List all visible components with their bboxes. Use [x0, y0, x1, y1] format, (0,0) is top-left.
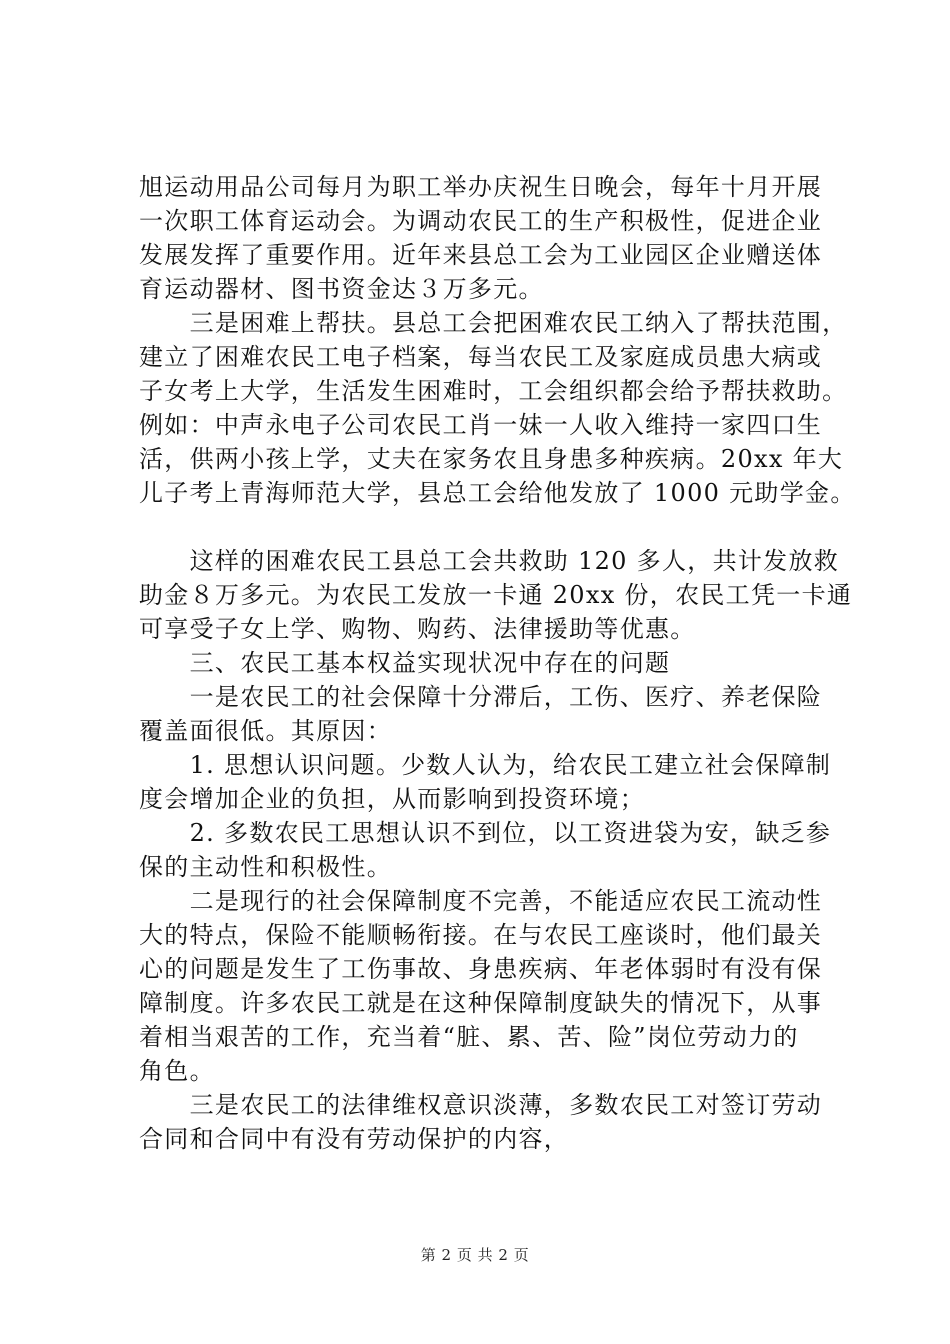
text-line-3: 发展发挥了重要作用。近年来县总工会为工业园区企业赠送体	[139, 241, 823, 269]
text-line-19: 度会增加企业的负担，从而影响到投资环境；	[139, 785, 645, 813]
document-body	[139, 170, 856, 1156]
text-line-14: 可享受子女上学、购物、购药、法律援助等优惠。	[139, 615, 696, 643]
text-line-16: 一是农民工的社会保障十分滞后，工伤、医疗、养老保险	[139, 683, 823, 711]
text-line-9: 活，供两小孩上学，丈夫在家务农且身患多种疾病。20xx 年大	[139, 445, 844, 473]
text-line-18: 1. 思想认识问题。少数人认为，给农民工建立社会保障制	[139, 751, 832, 779]
text-line-23: 大的特点，保险不能顺畅衔接。在与农民工座谈时，他们最关	[139, 921, 823, 949]
text-line-13: 助金８万多元。为农民工发放一卡通 20xx 份，农民工凭一卡通	[139, 581, 853, 609]
text-line-1: 旭运动用品公司每月为职工举办庆祝生日晚会，每年十月开展	[139, 173, 823, 201]
text-line-28: 三是农民工的法律维权意识淡薄，多数农民工对签订劳动	[139, 1091, 823, 1119]
text-line-29: 合同和合同中有没有劳动保护的内容，	[139, 1125, 570, 1153]
text-line-10: 儿子考上青海师范大学，县总工会给他发放了 1000 元助学金。	[139, 479, 856, 507]
text-line-4: 育运动器材、图书资金达３万多元。	[139, 275, 544, 303]
paragraph-gap	[139, 510, 839, 544]
text-line-27: 角色。	[139, 1057, 215, 1085]
text-line-26: 着相当艰苦的工作，充当着“脏、累、苦、险”岗位劳动力的	[139, 1023, 799, 1051]
text-line-6: 建立了困难农民工电子档案，每当农民工及家庭成员患大病或	[139, 343, 823, 371]
text-line-12: 这样的困难农民工县总工会共救助 120 多人，共计发放救	[139, 547, 840, 575]
text-line-24: 心的问题是发生了工伤事故、身患疾病、年老体弱时有没有保	[139, 955, 823, 983]
text-line-7: 子女考上大学，生活发生困难时，工会组织都会给予帮扶救助。	[139, 377, 848, 405]
text-line-8: 例如：中声永电子公司农民工肖一妹一人收入维持一家四口生	[139, 411, 823, 439]
text-line-17: 覆盖面很低。其原因：	[139, 717, 392, 745]
text-line-20: 2. 多数农民工思想认识不到位，以工资进袋为安，缺乏参	[139, 819, 832, 847]
text-line-2: 一次职工体育运动会。为调动农民工的生产积极性，促进企业	[139, 207, 823, 235]
text-line-21: 保的主动性和积极性。	[139, 853, 392, 881]
section-heading: 三、农民工基本权益实现状况中存在的问题	[139, 649, 671, 677]
text-line-22: 二是现行的社会保障制度不完善，不能适应农民工流动性	[139, 887, 823, 915]
text-line-25: 障制度。许多农民工就是在这种保障制度缺失的情况下，从事	[139, 989, 823, 1017]
text-line-5: 三是困难上帮扶。县总工会把困难农民工纳入了帮扶范围，	[139, 309, 848, 337]
page-footer: 第 2 页 共 2 页	[420, 1246, 530, 1264]
